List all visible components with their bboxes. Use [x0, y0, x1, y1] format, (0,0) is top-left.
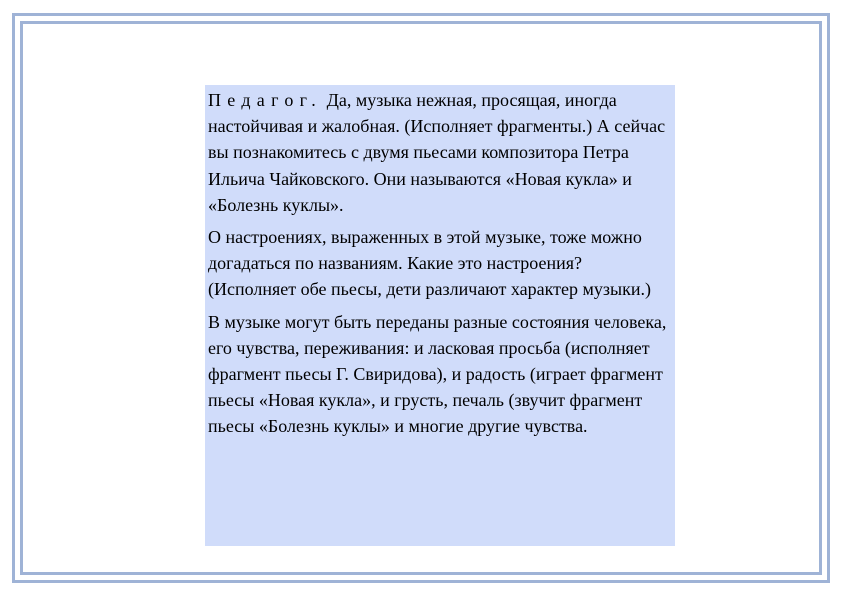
- text-box: [205, 85, 675, 546]
- paragraph-text: Да, музыка нежная, просящая, иногда настойчивая и жалобная. (Исполняет фрагменты.) А сейчас вы познакомитесь с двумя пьесами композитора Петра Ильича Чайковского. Они называются «Новая кукла» и «Болезнь куклы».: [208, 90, 666, 215]
- paragraph-moods: О настроениях, выраженных в этой музыке, тоже можно догадаться по названиям. Какие это настроения? (Исполняет обе пьесы, дети различают характер музыки.): [208, 227, 651, 300]
- paragraph-teacher: [208, 87, 671, 218]
- paragraph-feelings: В музыке могут быть переданы разные состояния человека, его чувства, переживания: и ласковая просьба (исполняет фрагмент пьесы Г. Свиридова), и радость (играет фрагмент пьесы «Новая кукла», и грусть, печаль (звучит фрагмент пьесы «Болезнь куклы» и многие другие чувства.: [208, 311, 667, 437]
- speaker-label: Педагог.: [208, 90, 323, 110]
